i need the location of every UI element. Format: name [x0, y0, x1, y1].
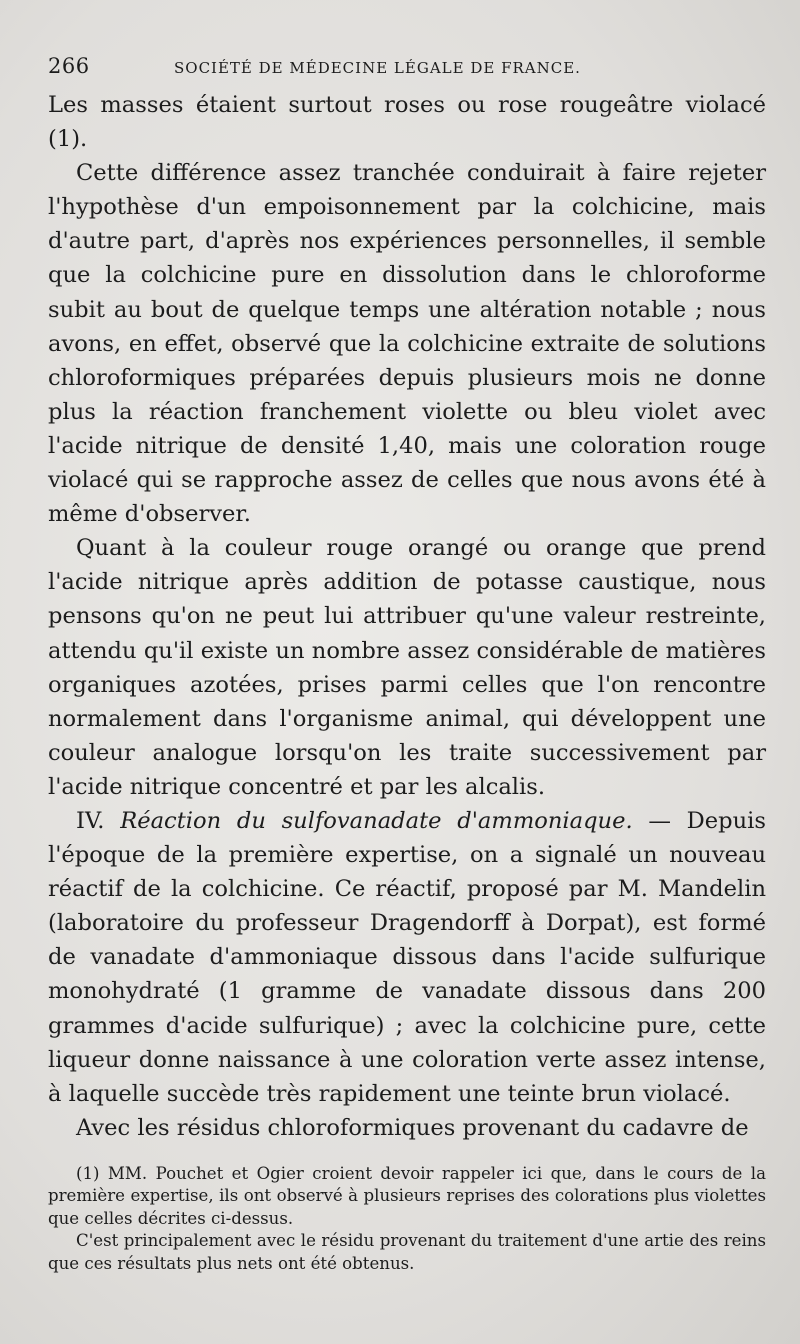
- running-head: SOCIÉTÉ DE MÉDECINE LÉGALE DE FRANCE.: [174, 59, 581, 77]
- paragraph: Quant à la couleur rouge orangé ou orange que prend l'acide nitrique après addition de potasse caustique, nous pensons qu'on ne peut lui attribuer qu'une valeur restreinte, attendu qu'il existe un nombre assez considérable de matières organiques azotées, prises parmi celles que l'on rencontre normalement dans l'organisme animal, qui développent une couleur analogue lorsqu'on les traite successivement par l'acide nitrique concentré et par les alcalis.: [48, 535, 766, 800]
- paragraph: [48, 804, 766, 1111]
- footnotes: [48, 1163, 766, 1276]
- page-header: [48, 54, 766, 88]
- paragraph: Les masses étaient surtout roses ou rose rougeâtre violacé (1).: [48, 92, 766, 153]
- body-text: [48, 88, 766, 1145]
- section-title: Réaction du sulfovanadate d'ammoniaque.: [120, 807, 633, 834]
- footnote: (1) MM. Pouchet et Ogier croient devoir rappeler ici que, dans le cours de la première expertise, ils ont observé à plusieurs reprises des colorations plus violettes que celles décrites ci-dessus.: [48, 1163, 766, 1228]
- paragraph-text: — Depuis l'époque de la première expertise, on a signalé un nouveau réactif de la colchicine. Ce réactif, proposé par M. Mandelin (laboratoire du professeur Dragendorff à Dorpat), est formé de vanadate d'ammoniaque dissous dans l'acide sulfurique monohydraté (1 gramme de vanadate dissous dans 200 grammes d'acide sulfurique) ; avec la colchicine pure, cette liqueur donne naissance à une coloration verte assez intense, à laquelle succède très rapidement une teinte brun violacé.: [48, 807, 766, 1107]
- footnote: C'est principalement avec le résidu provenant du traitement d'une artie des reins que ces résultats plus nets ont été obtenus.: [48, 1231, 766, 1273]
- paragraph: Cette différence assez tranchée conduirait à faire rejeter l'hypothèse d'un empoisonnement par la colchicine, mais d'autre part, d'après nos expériences personnelles, il semble que la colchicine pure en dissolution dans le chloroforme subit au bout de quelque temps une altération notable ; nous avons, en effet, observé que la colchicine extraite de solutions chloroformiques préparées depuis plusieurs mois ne donne plus la réaction franchement violette ou bleu violet avec l'acide nitrique de densité 1,40, mais une coloration rouge violacé qui se rapproche assez de celles que nous avons été à même d'observer.: [48, 160, 766, 528]
- page-number: 266: [48, 54, 90, 78]
- paragraph: Avec les résidus chloroformiques provenant du cadavre de: [76, 1114, 749, 1141]
- section-number: IV.: [76, 807, 105, 834]
